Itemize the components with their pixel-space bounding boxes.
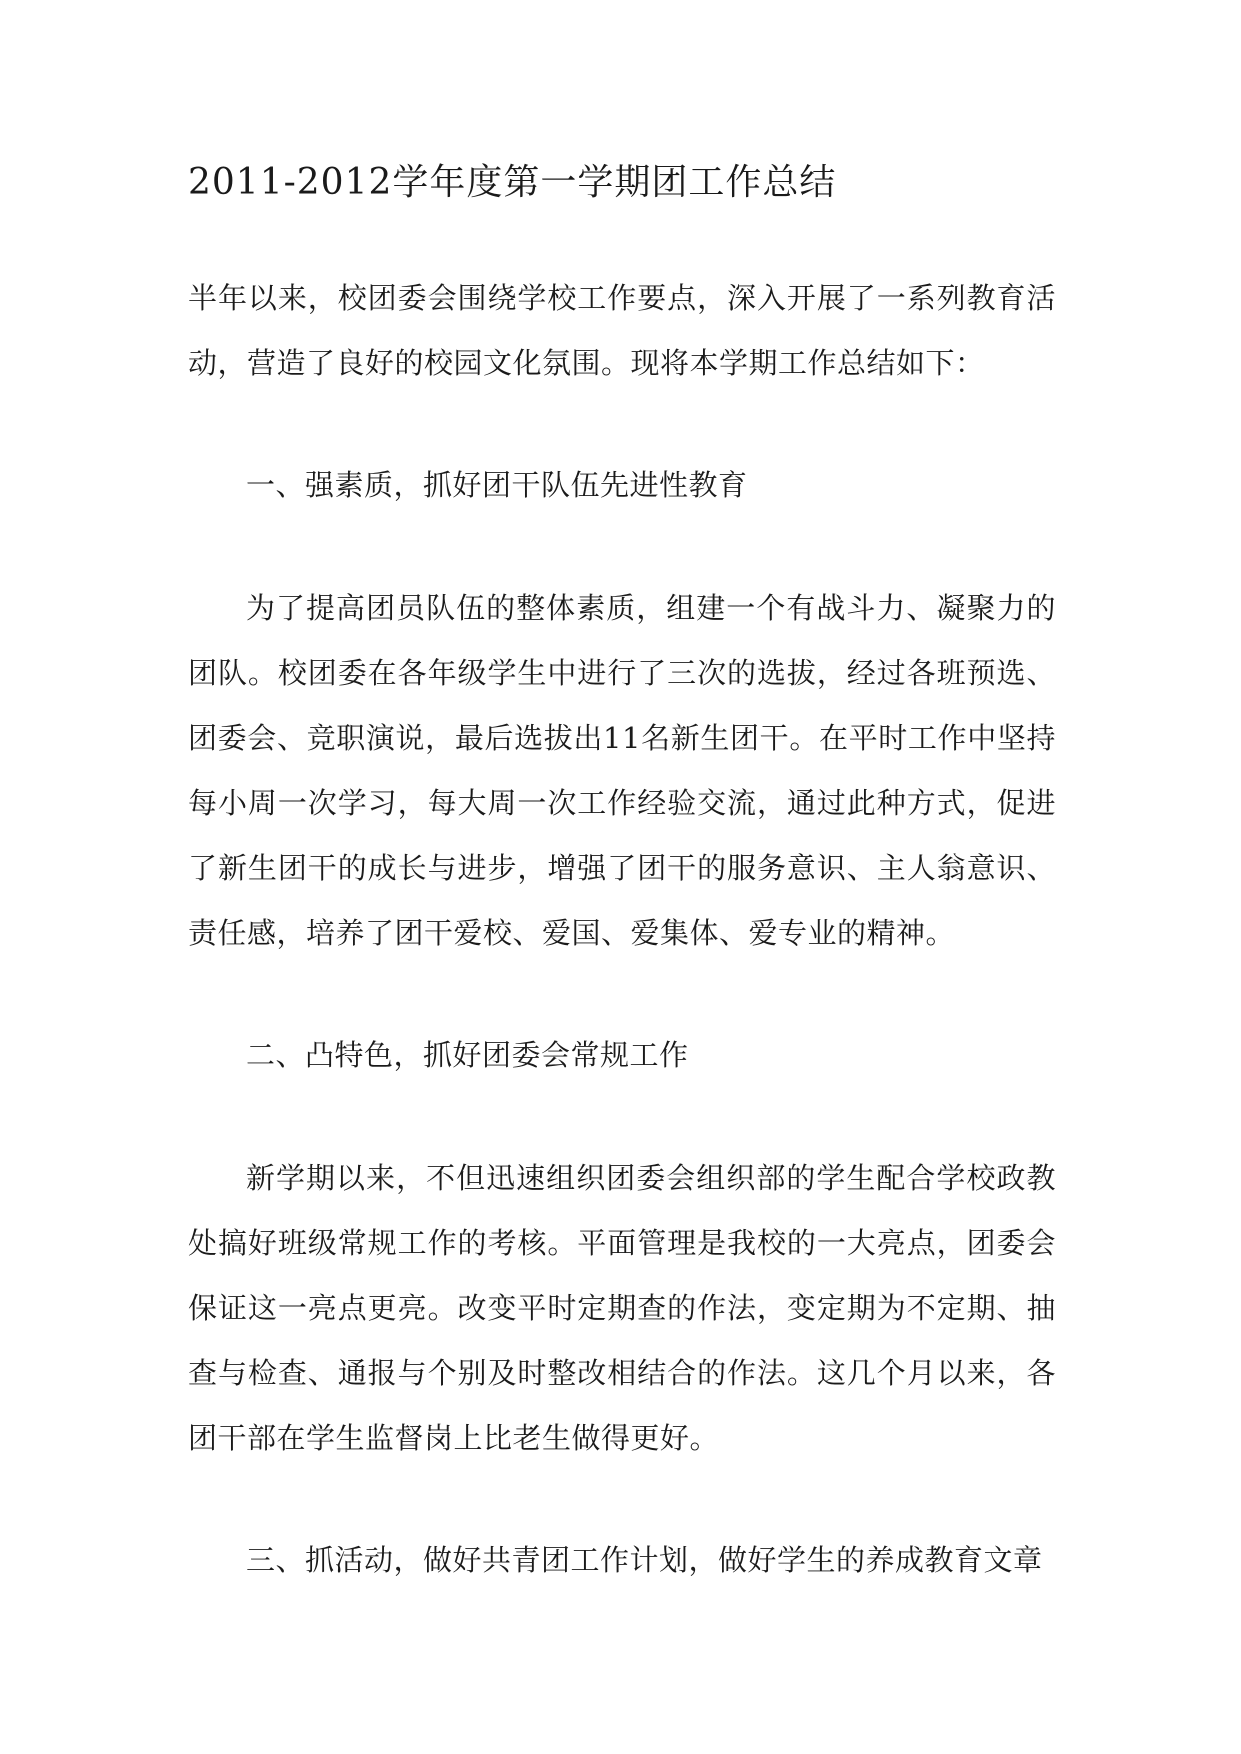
section-heading-3: 三、抓活动，做好共青团工作计划，做好学生的养成教育文章 <box>246 1543 1043 1577</box>
section-heading-2: 二、凸特色，抓好团委会常规工作 <box>246 1038 689 1072</box>
section-heading-1: 一、强素质，抓好团干队伍先进性教育 <box>246 468 748 502</box>
intro-paragraph: 半年以来，校团委会围绕学校工作要点，深入开展了一系列教育活动，营造了良好的校园文化氛围。现将本学期工作总结如下： <box>188 281 1056 380</box>
section-body-2: 新学期以来，不但迅速组织团委会组织部的学生配合学校政教处搞好班级常规工作的考核。平面管理是我校的一大亮点，团委会保证这一亮点更亮。改变平时定期查的作法，变定期为不定期、抽查与检查、通报与个别及时整改相结合的作法。这几个月以来，各团干部在学生监督岗上比老生做得更好。 <box>188 1161 1056 1455</box>
document-title: 2011-2012学年度第一学期团工作总结 <box>188 162 837 203</box>
document-content <box>188 158 1056 1593</box>
section-body-1: 为了提高团员队伍的整体素质，组建一个有战斗力、凝聚力的团队。校团委在各年级学生中进行了三次的选拔，经过各班预选、团委会、竞职演说，最后选拔出11名新生团干。在平时工作中坚持每小周一次学习，每大周一次工作经验交流，通过此种方式，促进了新生团干的成长与进步，增强了团干的服务意识、主人翁意识、责任感，培养了团干爱校、爱国、爱集体、爱专业的精神。 <box>188 591 1056 950</box>
